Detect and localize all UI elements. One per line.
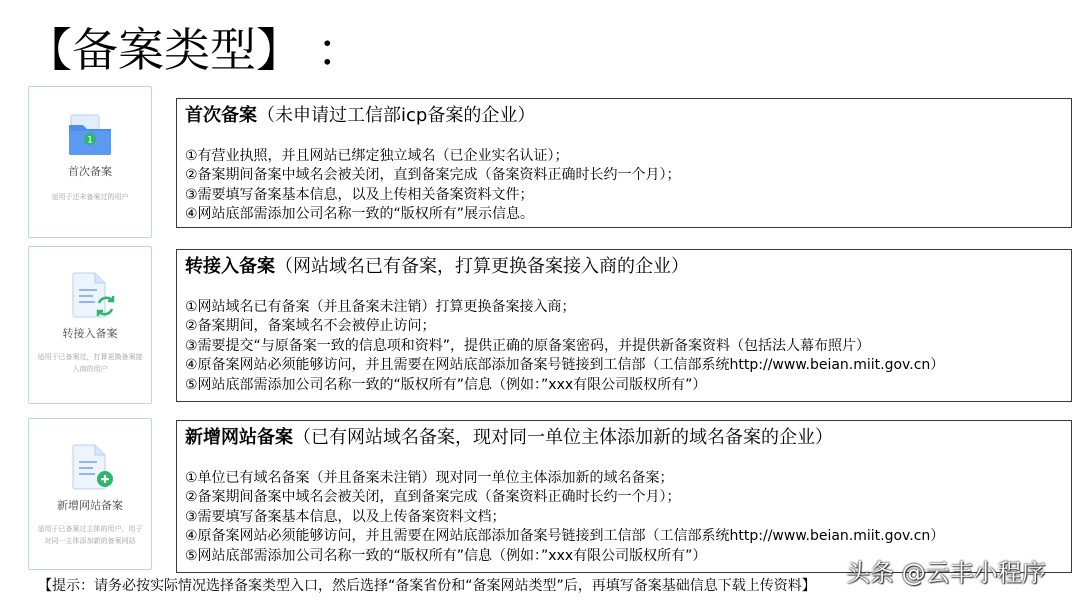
section-subtitle: （未申请过工信部icp备案的企业） — [257, 105, 536, 126]
section-heading — [185, 103, 1071, 129]
list-item: ⑤网站底部需添加公司名称一致的“版权所有”信息（例如：”xxx有限公司版权所有”） — [185, 376, 707, 393]
card-badge: 1 — [87, 135, 93, 146]
card-desc: 适用于已备案过主体的用户，用于对同一主体添加新的备案网站 — [37, 525, 143, 545]
list-item: ①单位已有域名备案（并且备案未注销）现对同一单位主体添加新的域名备案； — [185, 470, 674, 486]
requirement-list — [185, 298, 1071, 395]
section-first-filing — [176, 98, 1072, 228]
list-item: ⑤网站底部需添加公司名称一致的“版权所有”信息（例如：”xxx有限公司版权所有”） — [185, 547, 707, 564]
list-item: ①网站域名已有备案（并且备案未注销）打算更换备案接入商； — [185, 299, 576, 315]
list-item: ③需要填写备案基本信息，以及上传相关备案资料文件； — [185, 186, 534, 203]
list-item: ③需要填写备案基本信息，以及上传备案资料文档； — [185, 508, 506, 525]
list-item: ②备案期间备案中域名会被关闭，直到备案完成（备案资料正确时长约一个月）； — [185, 167, 681, 184]
document-add-icon — [65, 441, 117, 493]
card-name: 转接入备案 — [62, 327, 118, 340]
section-title: 转接入备案 — [185, 256, 275, 277]
folder-icon — [65, 109, 117, 161]
section-title: 新增网站备案 — [185, 427, 293, 448]
section-subtitle: （网站域名已有备案，打算更换备案接入商的企业） — [275, 256, 689, 277]
list-item: ②备案期间，备案域名不会被停止访问； — [185, 318, 436, 335]
section-subtitle: （已有网站域名备案，现对同一单位主体添加新的域名备案的企业） — [293, 427, 833, 448]
page-title: 【备案类型】 ： — [26, 23, 363, 77]
watermark: 头条 @云丰小程序 — [846, 559, 1046, 587]
section-heading — [185, 254, 1071, 280]
card-new-site-filing[interactable] — [28, 418, 152, 570]
list-item: ①有营业执照，并且网站已绑定独立域名（已企业实名认证）； — [185, 148, 569, 164]
list-item: ②备案期间备案中域名会被关闭，直到备案完成（备案资料正确时长约一个月）； — [185, 489, 681, 506]
card-name: 首次备案 — [68, 165, 112, 178]
card-name: 新增网站备案 — [57, 499, 123, 512]
list-item: ④原备案网站必须能够访问，并且需要在网站底部添加备案号链接到工信部（工信部系统http://www.beian.miit.gov.cn） — [185, 357, 945, 374]
requirement-list — [185, 469, 1071, 566]
section-new-site-filing — [176, 420, 1072, 573]
card-first-filing[interactable] — [28, 86, 152, 238]
card-desc: 适用于还未备案过的用户 — [51, 193, 129, 201]
list-item: ④网站底部需添加公司名称一致的“版权所有”展示信息。 — [185, 206, 535, 223]
requirement-list — [185, 147, 1071, 225]
section-transfer-filing — [176, 249, 1072, 402]
card-desc: 适用于已备案过，打算更换备案接入商的用户 — [37, 353, 143, 373]
section-title: 首次备案 — [185, 105, 257, 126]
footer-note: 【提示：请务必按实际情况选择备案类型入口，然后选择“备案省份和“备案网站类型”后，再填写备案基础信息下载上传资料】 — [38, 578, 816, 594]
list-item: ④原备案网站必须能够访问，并且需要在网站底部添加备案号链接到工信部（工信部系统http://www.beian.miit.gov.cn） — [185, 528, 945, 545]
card-transfer-filing[interactable] — [28, 246, 152, 404]
section-heading — [185, 425, 1071, 451]
document-transfer-icon — [65, 269, 117, 321]
list-item: ③需要提交“与原备案一致的信息项和资料”，提供正确的原备案密码，并提供新备案资料（包括法人幕布照片） — [185, 337, 871, 354]
